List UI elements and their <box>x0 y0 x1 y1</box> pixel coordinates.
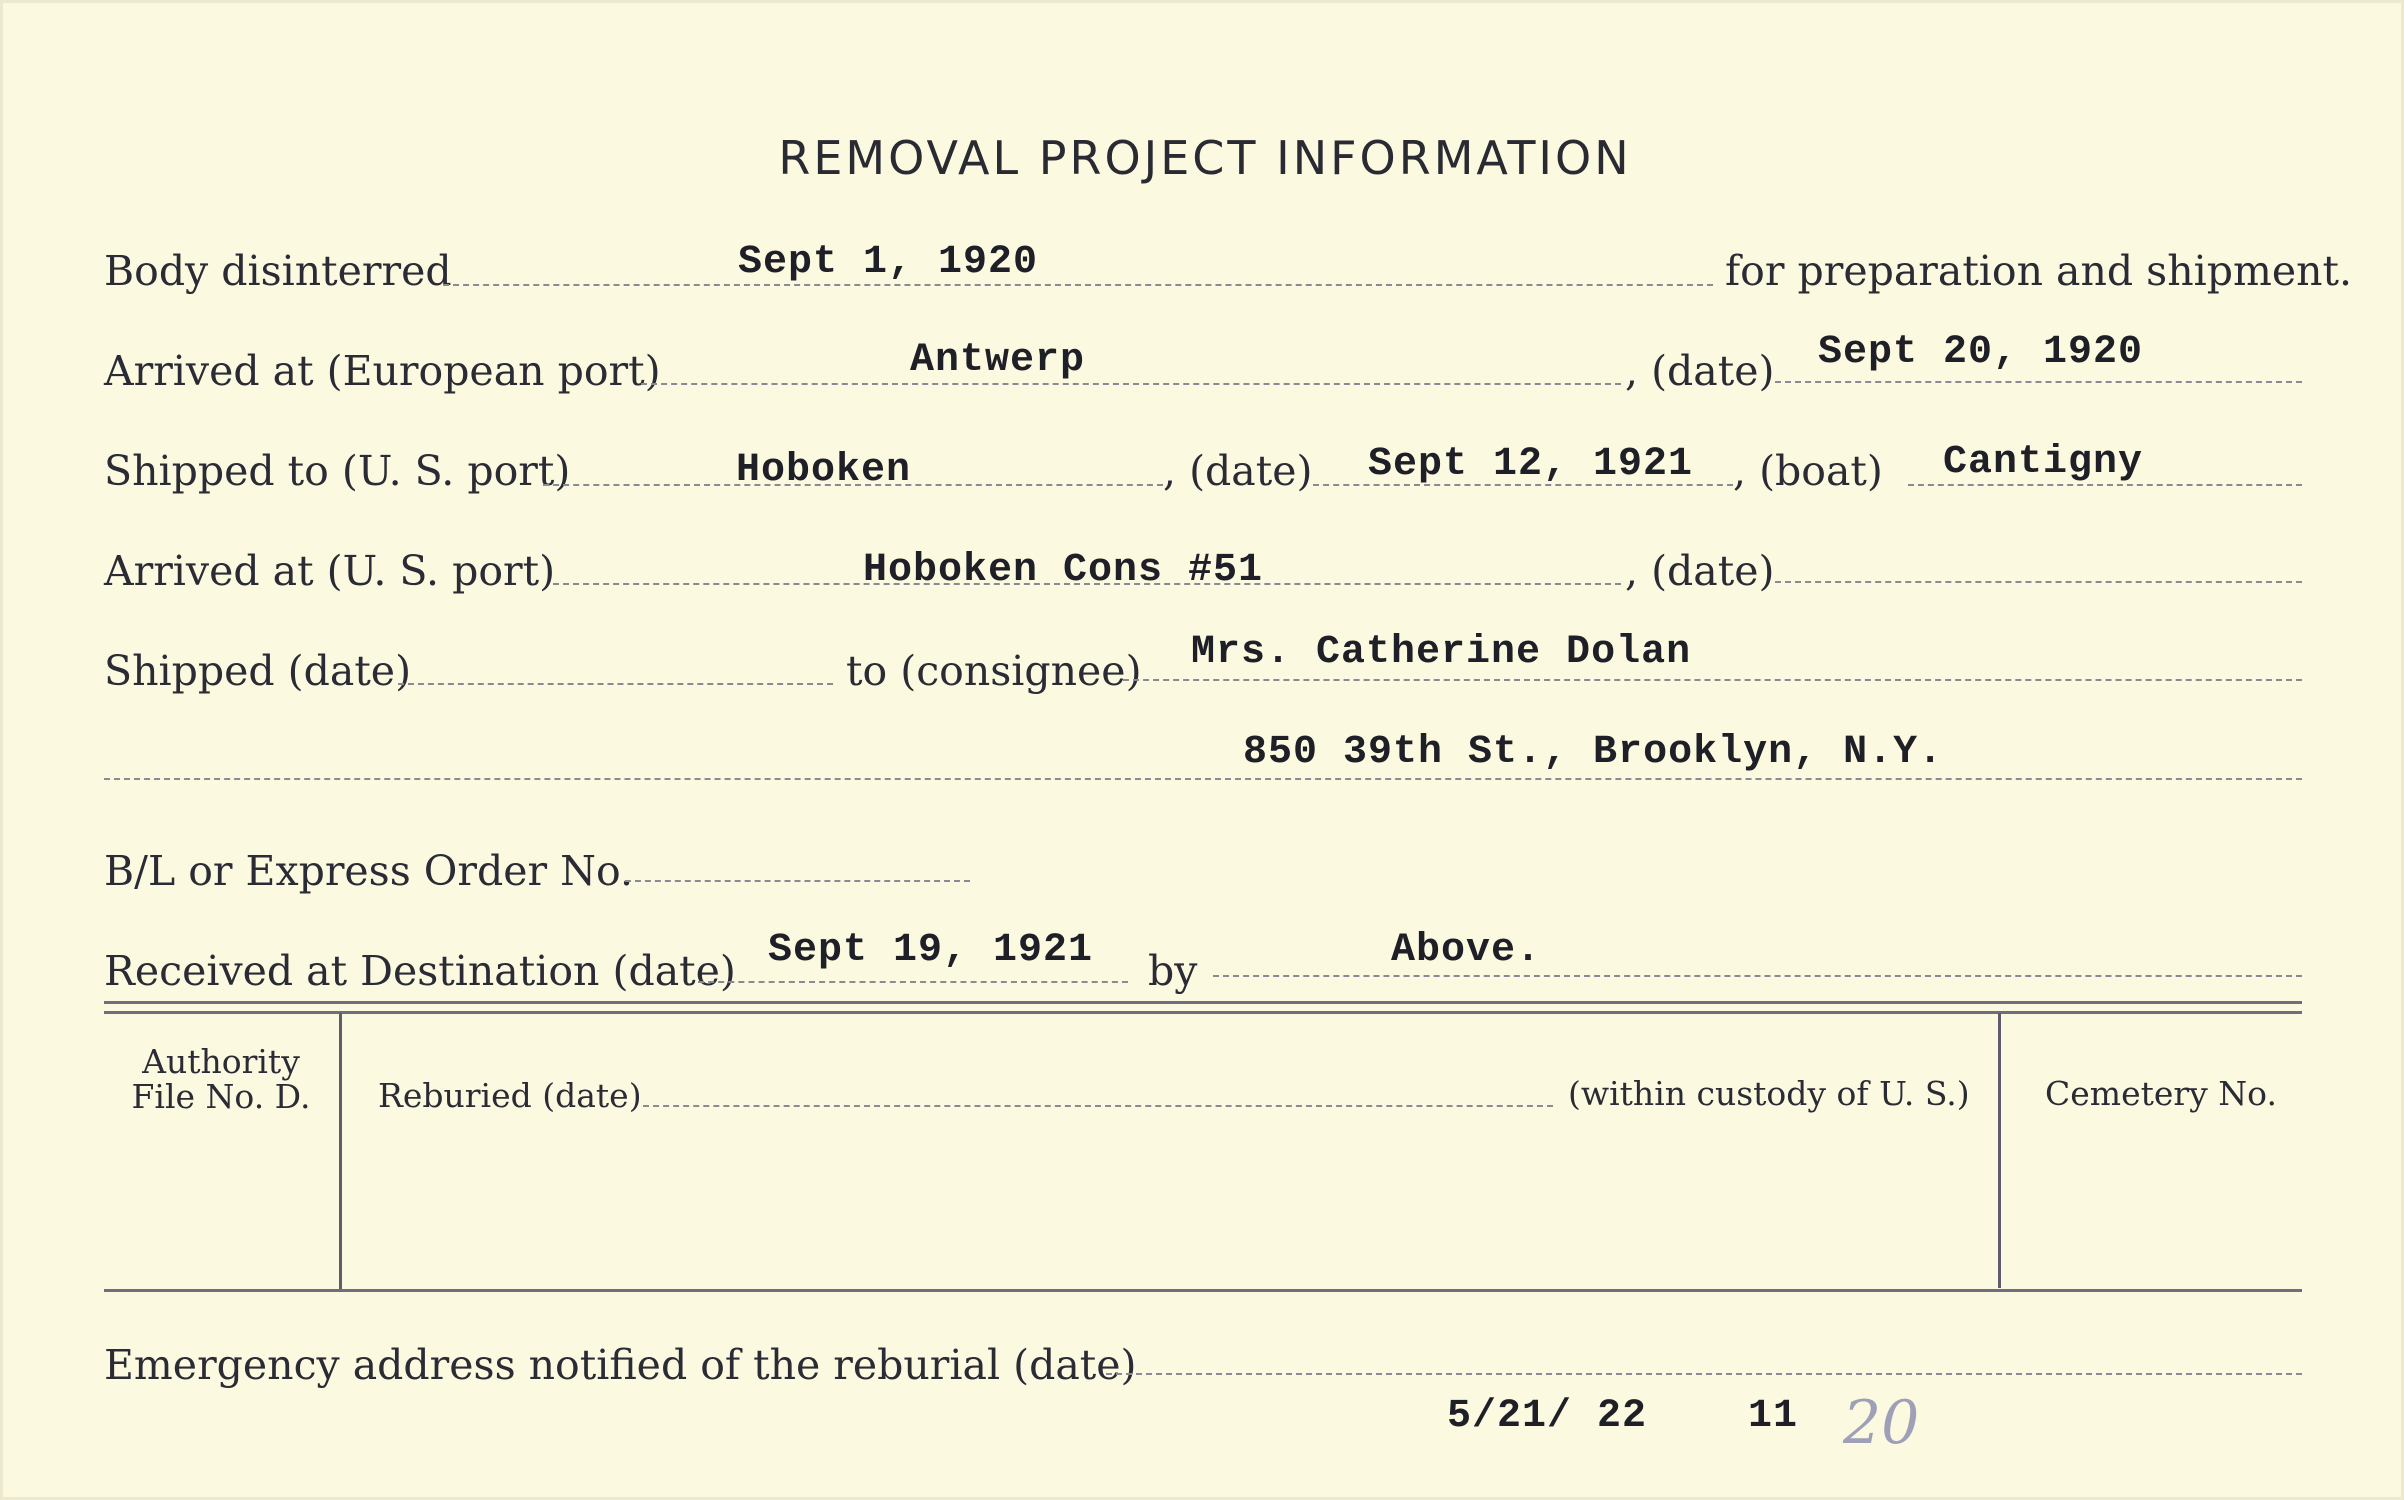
box-divider-left <box>339 1013 342 1291</box>
footer-stamp-number: 11 <box>1748 1394 1799 1439</box>
authority-label-line2: File No. D. <box>131 1077 311 1116</box>
footer-handwritten-note: 20 <box>1843 1388 1920 1458</box>
box-top-rule-1 <box>104 1001 2302 1004</box>
shipped-us-value: Hoboken <box>736 448 912 493</box>
disinterred-suffix: for preparation and shipment. <box>1725 247 2353 295</box>
footer-stamp-date: 5/21/ 22 <box>1447 1394 1648 1439</box>
custody-label: (within custody of U. S.) <box>1568 1074 1970 1113</box>
arrived-us-value: Hoboken Cons #51 <box>863 548 1264 593</box>
shipped-us-date-label: , (date) <box>1163 447 1313 495</box>
bl-line <box>625 880 970 882</box>
reburied-label: Reburied (date) <box>378 1076 642 1115</box>
received-date-value: Sept 19, 1921 <box>768 928 1094 973</box>
shipped-us-boat-value: Cantigny <box>1943 440 2144 485</box>
bl-label: B/L or Express Order No. <box>104 847 634 895</box>
consignee-label: to (consignee) <box>846 647 1142 695</box>
emergency-line <box>1106 1373 2302 1375</box>
disinterred-label: Body disinterred <box>104 247 452 295</box>
arrived-us-date-label: , (date) <box>1625 547 1775 595</box>
disinterred-value: Sept 1, 1920 <box>738 240 1039 285</box>
shipped-us-boat-label: , (boat) <box>1733 447 1883 495</box>
arrived-european-value: Antwerp <box>910 338 1086 383</box>
disinterred-line <box>443 284 1713 286</box>
box-divider-right <box>1998 1013 2001 1288</box>
card-title: REMOVAL PROJECT INFORMATION <box>778 131 1632 185</box>
arrived-us-label: Arrived at (U. S. port) <box>104 547 556 595</box>
emergency-label: Emergency address notified of the reburial (date) <box>104 1341 1137 1389</box>
consignee-value: Mrs. Catherine Dolan <box>1191 630 1692 675</box>
received-by-label: by <box>1148 947 1198 995</box>
shipped-date-label: Shipped (date) <box>104 647 412 695</box>
arrived-european-label: Arrived at (European port) <box>104 347 661 395</box>
received-date-line <box>698 981 1128 983</box>
arrived-european-date-value: Sept 20, 1920 <box>1818 330 2144 375</box>
cemetery-label: Cemetery No. <box>2045 1074 2277 1113</box>
consignee-line <box>1123 679 2302 681</box>
address-line <box>104 778 2302 780</box>
consignee-address: 850 39th St., Brooklyn, N.Y. <box>1243 730 1944 775</box>
arrived-us-date-line <box>1775 581 2302 583</box>
box-top-rule-2 <box>104 1011 2302 1014</box>
received-by-value: Above. <box>1391 928 1542 973</box>
shipped-date-line <box>398 683 833 685</box>
reburied-line <box>643 1105 1553 1107</box>
received-by-line <box>1213 975 2302 977</box>
authority-label-line1: Authority <box>142 1042 300 1081</box>
arrived-european-date-label: , (date) <box>1625 347 1775 395</box>
shipped-us-date-value: Sept 12, 1921 <box>1368 442 1694 487</box>
box-bottom-rule <box>104 1289 2302 1292</box>
received-label: Received at Destination (date) <box>104 947 736 995</box>
arrived-european-date-line <box>1775 381 2302 383</box>
shipped-us-label: Shipped to (U. S. port) <box>104 447 571 495</box>
arrived-european-line <box>641 383 1621 385</box>
